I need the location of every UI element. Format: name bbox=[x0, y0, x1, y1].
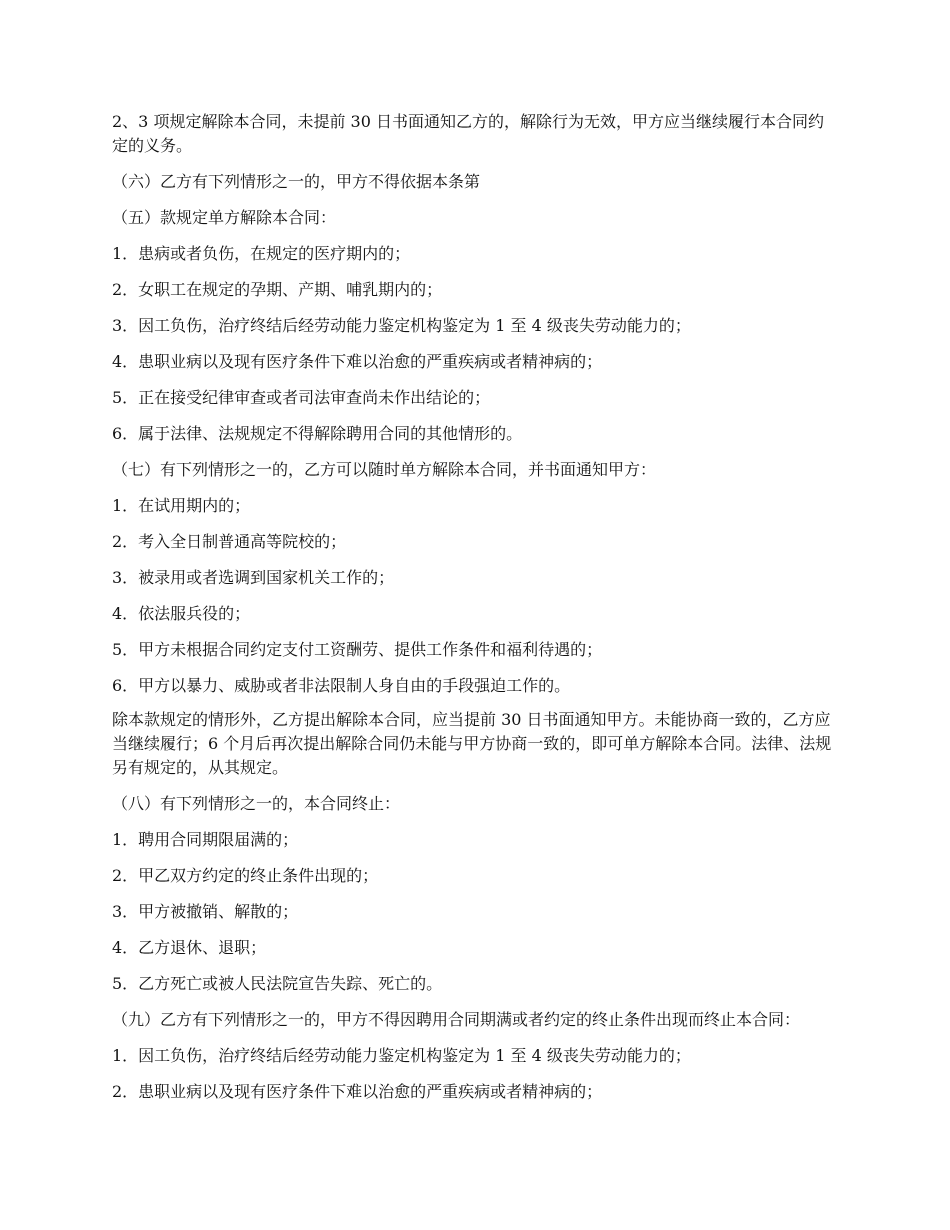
list-item: 1．聘用合同期限届满的； bbox=[112, 830, 299, 849]
list-item: 6．甲方以暴力、威胁或者非法限制人身自由的手段强迫工作的。 bbox=[112, 676, 571, 695]
list-item: 1．因工负伤，治疗终结后经劳动能力鉴定机构鉴定为 1 至 4 级丧失劳动能力的； bbox=[112, 1046, 691, 1065]
paragraph: 2、3 项规定解除本合同，未提前 30 日书面通知乙方的，解除行为无效，甲方应当继续履行本合同约定的义务。 bbox=[112, 112, 824, 155]
list-item: 2．女职工在规定的孕期、产期、哺乳期内的； bbox=[112, 280, 443, 299]
list-item: 2．甲乙双方约定的终止条件出现的； bbox=[112, 866, 379, 885]
clause-heading: （八）有下列情形之一的，本合同终止： bbox=[112, 794, 401, 813]
list-item: 5．正在接受纪律审查或者司法审查尚未作出结论的； bbox=[112, 388, 491, 407]
list-item: 1．患病或者负伤，在规定的医疗期内的； bbox=[112, 244, 411, 263]
paragraph: 除本款规定的情形外，乙方提出解除本合同，应当提前 30 日书面通知甲方。未能协商一致的，乙方应当继续履行；6 个月后再次提出解除合同仍未能与甲方协商一致的，即可单方解除本合同。法律、法规另有规定的，从其规定。 bbox=[112, 710, 832, 777]
list-item: 3．甲方被撤销、解散的； bbox=[112, 902, 299, 921]
list-item: 2．考入全日制普通高等院校的； bbox=[112, 532, 347, 551]
list-item: 3．因工负伤，治疗终结后经劳动能力鉴定机构鉴定为 1 至 4 级丧失劳动能力的； bbox=[112, 316, 691, 335]
clause-heading: （九）乙方有下列情形之一的，甲方不得因聘用合同期满或者约定的终止条件出现而终止本合同： bbox=[112, 1010, 801, 1029]
clause-heading: （七）有下列情形之一的，乙方可以随时单方解除本合同，并书面通知甲方： bbox=[112, 460, 657, 479]
list-item: 4．依法服兵役的； bbox=[112, 604, 251, 623]
list-item: 5．甲方未根据合同约定支付工资酬劳、提供工作条件和福利待遇的； bbox=[112, 640, 603, 659]
list-item: 1．在试用期内的； bbox=[112, 496, 251, 515]
clause-heading: （六）乙方有下列情形之一的，甲方不得依据本条第 bbox=[112, 172, 481, 191]
list-item: 2．患职业病以及现有医疗条件下难以治愈的严重疾病或者精神病的； bbox=[112, 1082, 603, 1101]
list-item: 6．属于法律、法规规定不得解除聘用合同的其他情形的。 bbox=[112, 424, 523, 443]
list-item: 5．乙方死亡或被人民法院宣告失踪、死亡的。 bbox=[112, 974, 443, 993]
list-item: 4．患职业病以及现有医疗条件下难以治愈的严重疾病或者精神病的； bbox=[112, 352, 603, 371]
list-item: 4．乙方退休、退职； bbox=[112, 938, 267, 957]
clause-heading: （五）款规定单方解除本合同： bbox=[112, 208, 337, 227]
list-item: 3．被录用或者选调到国家机关工作的； bbox=[112, 568, 395, 587]
